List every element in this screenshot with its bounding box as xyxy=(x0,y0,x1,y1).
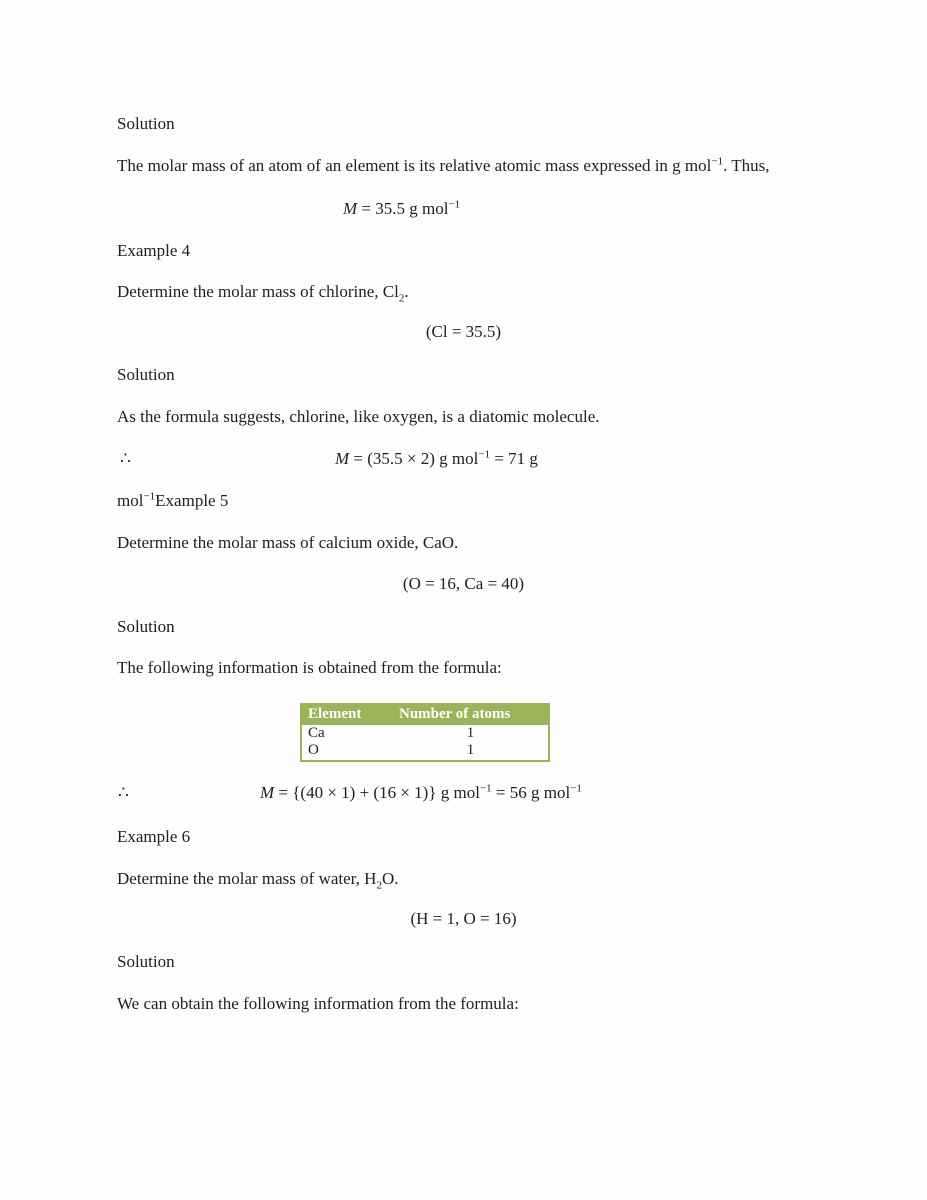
solution-heading-2: Solution xyxy=(117,365,175,384)
chlorine-text-pre: Determine the molar mass of chlorine, Cl xyxy=(117,282,399,301)
table-cell-element: Ca xyxy=(308,725,325,741)
water-atomic-mass-values: (H = 1, O = 16) xyxy=(410,909,517,928)
chlorine-subscript: 2 xyxy=(398,292,405,305)
mol-text: mol xyxy=(117,491,144,510)
water-text-pre: Determine the molar mass of water, H xyxy=(117,869,377,888)
paragraph-determine-cao: Determine the molar mass of calcium oxide, CaO. xyxy=(117,533,459,552)
table-cell-atoms: 1 xyxy=(466,725,475,741)
formula-molar-mass-cao xyxy=(260,783,582,803)
water-text-post: O. xyxy=(381,869,399,888)
intro-text-post: . Thus, xyxy=(723,156,770,175)
solution-heading-3: Solution xyxy=(117,617,175,636)
formula-result: = 71 g xyxy=(490,449,538,468)
paragraph-determine-water xyxy=(117,869,399,892)
paragraph-following-info: The following information is obtained from the formula: xyxy=(117,658,502,677)
mol-superscript: −1 xyxy=(143,490,156,503)
chlorine-text-post: . xyxy=(404,282,409,301)
example-4-heading: Example 4 xyxy=(117,241,191,260)
paragraph-determine-chlorine xyxy=(117,282,409,305)
paragraph-we-can-obtain: We can obtain the following information from the formula: xyxy=(117,994,519,1013)
formula-superscript: −1 xyxy=(570,782,582,795)
atoms-table-head xyxy=(301,704,549,725)
formula-superscript: −1 xyxy=(479,782,492,795)
formula-molar-mass-atom xyxy=(343,199,460,219)
formula-variable: M xyxy=(335,449,350,468)
cao-atomic-mass-values: (O = 16, Ca = 40) xyxy=(402,574,525,593)
formula-body: = (35.5 × 2) g mol xyxy=(349,449,479,468)
table-row xyxy=(301,725,549,742)
formula-body: = {(40 × 1) + (16 × 1)} g mol xyxy=(274,783,480,802)
table-row xyxy=(301,742,549,760)
example-5-heading xyxy=(117,491,228,511)
formula-body: = 35.5 g mol xyxy=(357,199,449,218)
intro-superscript: −1 xyxy=(711,155,724,168)
solution-heading-4: Solution xyxy=(117,952,175,971)
formula-result: = 56 g mol xyxy=(491,783,571,802)
formula-variable: M xyxy=(260,783,275,802)
formula-variable: M xyxy=(343,199,358,218)
therefore-symbol-1: ∴ xyxy=(120,449,131,468)
atoms-table xyxy=(300,703,550,762)
table-cell-atoms: 1 xyxy=(466,742,475,759)
therefore-symbol-2: ∴ xyxy=(118,783,129,802)
atoms-table-body xyxy=(301,725,549,761)
solution-heading-1: Solution xyxy=(117,114,175,133)
example-5-label: Example 5 xyxy=(155,491,229,510)
formula-molar-mass-cl2 xyxy=(335,449,538,469)
chlorine-atomic-mass-value: (Cl = 35.5) xyxy=(425,322,502,341)
formula-superscript: −1 xyxy=(448,198,461,211)
formula-superscript: −1 xyxy=(478,448,491,461)
table-header-cell-element: Element xyxy=(301,704,393,725)
paragraph-diatomic: As the formula suggests, chlorine, like oxygen, is a diatomic molecule. xyxy=(117,407,600,426)
example-6-heading: Example 6 xyxy=(117,827,191,846)
intro-text-pre: The molar mass of an atom of an element is its relative atomic mass expressed in g mol xyxy=(117,156,712,175)
paragraph-molar-mass-intro xyxy=(117,156,770,176)
table-header-row xyxy=(301,704,549,725)
table-header-cell-atoms: Number of atoms xyxy=(393,704,549,725)
table-cell-element: O xyxy=(308,742,319,759)
water-subscript: 2 xyxy=(376,879,382,892)
